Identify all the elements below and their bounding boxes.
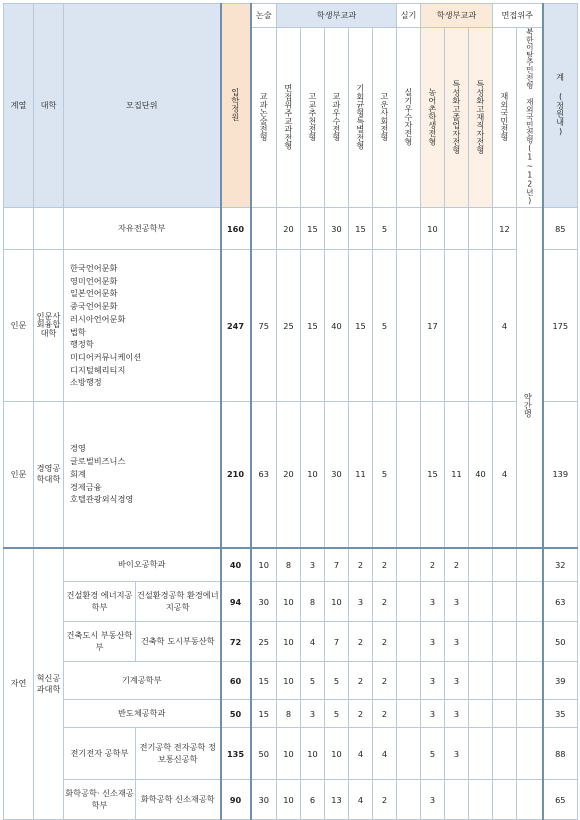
cell-unit-right: 건축학 도시부동산학 xyxy=(136,622,221,662)
cell-nonsul: 30 xyxy=(251,582,277,622)
cell-total: 85 xyxy=(543,208,578,250)
unit-item: 회계 xyxy=(70,468,86,479)
cell-cap: 135 xyxy=(221,728,251,780)
cell-bukhan-value xyxy=(517,662,543,700)
table-row xyxy=(4,780,578,820)
cell-total: 175 xyxy=(543,250,578,402)
table-row xyxy=(4,728,578,780)
table-row xyxy=(4,250,578,402)
cell-bukhan-value xyxy=(517,582,543,622)
cell-cap: 247 xyxy=(221,250,251,402)
cell-gyous: 10 xyxy=(325,582,349,622)
unit-item: 법학 xyxy=(70,326,86,337)
cell-teuk2 xyxy=(469,622,493,662)
header-col-jaeoe: 재외국민전형 xyxy=(493,28,517,208)
unit-item: 행정학 xyxy=(70,339,94,350)
header-col-nonsul: 교과논술전형 xyxy=(251,28,277,208)
cell-gyoch: 10 xyxy=(301,402,325,548)
unit-item: 경영 xyxy=(70,443,86,454)
cell-gyoch: 3 xyxy=(301,700,325,728)
admission-table xyxy=(3,3,578,820)
cell-goun: 5 xyxy=(373,208,397,250)
header-daehak: 대학 xyxy=(34,4,64,208)
cell-total: 39 xyxy=(543,662,578,700)
cell-myeon: 10 xyxy=(277,728,301,780)
header-col-teuk2: 특성화고재직자전형 xyxy=(469,28,493,208)
cell-total: 139 xyxy=(543,402,578,548)
header-group-myeonjeop: 면접위주 xyxy=(493,4,543,28)
cell-teuk2: 40 xyxy=(469,402,493,548)
cell-unit: 기계공학부 xyxy=(64,662,221,700)
cell-nongeo: 3 xyxy=(421,700,445,728)
cell-nongeo: 17 xyxy=(421,250,445,402)
cell-gihoe: 15 xyxy=(349,250,373,402)
cell-nongeo: 5 xyxy=(421,728,445,780)
cell-daehak: 인문사회융합대학 xyxy=(34,250,64,402)
cell-nongeo: 3 xyxy=(421,780,445,820)
cell-total: 63 xyxy=(543,582,578,622)
cell-gyeyeol xyxy=(4,208,34,250)
cell-silgi xyxy=(397,582,421,622)
cell-jaeoe xyxy=(493,582,517,622)
cell-gyeyeol: 자연 xyxy=(4,548,34,820)
unit-item: 한국언어문화 xyxy=(70,262,118,273)
cell-nonsul: 15 xyxy=(251,662,277,700)
cell-teuk1 xyxy=(445,208,469,250)
table-row xyxy=(4,208,578,250)
cell-unit-right: 화학공학 신소재공학 xyxy=(136,780,221,820)
header-group-haksaeng2: 학생부교과 xyxy=(421,4,493,28)
header-col-nongeo: 농어촌학생전형 xyxy=(421,28,445,208)
header-gyeyeol: 계열 xyxy=(4,4,34,208)
cell-teuk2 xyxy=(469,548,493,582)
cell-gihoe: 2 xyxy=(349,622,373,662)
cell-teuk1: 3 xyxy=(445,662,469,700)
header-group-haksaeng1: 학생부교과 xyxy=(277,4,397,28)
cell-teuk1 xyxy=(445,780,469,820)
cell-cap: 160 xyxy=(221,208,251,250)
cell-teuk2 xyxy=(469,208,493,250)
cell-unit-right: 전기공학 전자공학 정보통신공학 xyxy=(136,728,221,780)
cell-goun: 2 xyxy=(373,780,397,820)
cell-gyoch: 6 xyxy=(301,780,325,820)
header-moji: 모집단위 xyxy=(64,4,221,208)
cell-jaeoe: 4 xyxy=(493,250,517,402)
cell-jaeoe: 4 xyxy=(493,402,517,548)
cell-teuk2 xyxy=(469,662,493,700)
cell-cap: 50 xyxy=(221,700,251,728)
cell-jaeoe xyxy=(493,780,517,820)
cell-silgi xyxy=(397,662,421,700)
cell-gyeyeol: 인문 xyxy=(4,402,34,548)
cell-myeon: 20 xyxy=(277,402,301,548)
cell-gihoe: 4 xyxy=(349,780,373,820)
cell-gyeyeol: 인문 xyxy=(4,250,34,402)
admission-table-wrapper xyxy=(3,3,577,820)
cell-bukhan xyxy=(517,208,543,548)
unit-item: 영미언어문화 xyxy=(70,275,118,286)
cell-silgi xyxy=(397,250,421,402)
cell-unit-list xyxy=(64,250,221,402)
cell-gyous: 30 xyxy=(325,402,349,548)
cell-cap: 40 xyxy=(221,548,251,582)
cell-bukhan-value xyxy=(517,780,543,820)
cell-silgi xyxy=(397,700,421,728)
cell-gyous: 5 xyxy=(325,700,349,728)
cell-cap: 72 xyxy=(221,622,251,662)
cell-nongeo: 10 xyxy=(421,208,445,250)
cell-silgi xyxy=(397,548,421,582)
cell-total: 50 xyxy=(543,622,578,662)
header-col-goun: 고운사회전형 xyxy=(373,28,397,208)
header-col-myeonjeop: 면접위주교과전형 xyxy=(277,28,301,208)
cell-teuk2 xyxy=(469,728,493,780)
cell-gyoch: 15 xyxy=(301,208,325,250)
cell-nonsul: 10 xyxy=(251,548,277,582)
cell-myeon: 10 xyxy=(277,662,301,700)
cell-silgi xyxy=(397,402,421,548)
header-col-bukhan: 북한이탈주민전형 재외국민전형(1~12년) xyxy=(517,28,543,208)
cell-silgi xyxy=(397,780,421,820)
cell-total: 65 xyxy=(543,780,578,820)
cell-teuk2 xyxy=(469,250,493,402)
cell-myeon: 20 xyxy=(277,208,301,250)
cell-gyous: 7 xyxy=(325,622,349,662)
cell-gyous: 5 xyxy=(325,662,349,700)
cell-nonsul xyxy=(251,208,277,250)
cell-gyous: 40 xyxy=(325,250,349,402)
cell-daehak: 경영공학대학 xyxy=(34,402,64,548)
cell-total: 35 xyxy=(543,700,578,728)
cell-unit-list xyxy=(64,402,221,548)
cell-silgi xyxy=(397,728,421,780)
cell-silgi xyxy=(397,208,421,250)
header-ipak: 입학정원 xyxy=(221,4,251,208)
cell-nonsul: 75 xyxy=(251,250,277,402)
unit-item: 호텔관광외식경영 xyxy=(70,494,134,505)
cell-myeon: 10 xyxy=(277,780,301,820)
cell-teuk1: 3 xyxy=(445,728,469,780)
cell-teuk1: 2 xyxy=(445,548,469,582)
cell-nongeo: 3 xyxy=(421,582,445,622)
table-row xyxy=(4,402,578,548)
cell-gihoe: 2 xyxy=(349,662,373,700)
cell-gyous: 13 xyxy=(325,780,349,820)
cell-cap: 90 xyxy=(221,780,251,820)
cell-myeon: 10 xyxy=(277,622,301,662)
cell-cap: 60 xyxy=(221,662,251,700)
cell-myeon: 25 xyxy=(277,250,301,402)
cell-gyous: 10 xyxy=(325,728,349,780)
unit-item: 미디어커뮤니케이션 xyxy=(70,351,142,362)
cell-unit: 자유전공학부 xyxy=(64,208,221,250)
cell-nonsul: 30 xyxy=(251,780,277,820)
table-row xyxy=(4,662,578,700)
cell-unit: 반도체공학과 xyxy=(64,700,221,728)
cell-total: 32 xyxy=(543,548,578,582)
unit-item: 중국언어문화 xyxy=(70,301,118,312)
cell-teuk2 xyxy=(469,700,493,728)
cell-goun: 4 xyxy=(373,728,397,780)
cell-bukhan-value xyxy=(517,548,543,582)
cell-gyoch: 15 xyxy=(301,250,325,402)
cell-gyous: 7 xyxy=(325,548,349,582)
cell-goun: 5 xyxy=(373,250,397,402)
cell-bukhan-value xyxy=(517,700,543,728)
cell-daehak: 혁신공과대학 xyxy=(34,548,64,820)
header-total: 계 (정원내) xyxy=(543,4,578,208)
cell-gihoe: 11 xyxy=(349,402,373,548)
cell-goun: 2 xyxy=(373,548,397,582)
table-row xyxy=(4,582,578,622)
table-row xyxy=(4,622,578,662)
table-row xyxy=(4,700,578,728)
cell-nongeo: 3 xyxy=(421,622,445,662)
cell-nonsul: 63 xyxy=(251,402,277,548)
cell-teuk2 xyxy=(469,780,493,820)
header-col-gyous: 교과우수전형 xyxy=(325,28,349,208)
cell-nongeo: 3 xyxy=(421,662,445,700)
cell-myeon: 10 xyxy=(277,582,301,622)
cell-gyoch: 5 xyxy=(301,662,325,700)
cell-gihoe: 3 xyxy=(349,582,373,622)
cell-unit-left: 건설환경 에너지공학부 xyxy=(64,582,136,622)
cell-gyoch: 4 xyxy=(301,622,325,662)
cell-cap: 210 xyxy=(221,402,251,548)
cell-teuk1: 11 xyxy=(445,402,469,548)
cell-total: 88 xyxy=(543,728,578,780)
header-group-nonsul: 논술 xyxy=(251,4,277,28)
cell-silgi xyxy=(397,622,421,662)
unit-item: 소방행정 xyxy=(70,377,102,388)
cell-goun: 2 xyxy=(373,700,397,728)
unit-item: 경제금융 xyxy=(70,481,102,492)
cell-gihoe: 4 xyxy=(349,728,373,780)
unit-item: 러시아언어문화 xyxy=(70,313,126,324)
cell-bukhan-value xyxy=(517,622,543,662)
cell-nongeo: 2 xyxy=(421,548,445,582)
cell-goun: 2 xyxy=(373,622,397,662)
cell-myeon: 8 xyxy=(277,700,301,728)
unit-item: 일본언어문화 xyxy=(70,288,118,299)
cell-nonsul: 15 xyxy=(251,700,277,728)
cell-gihoe: 2 xyxy=(349,548,373,582)
header-col-gihoe: 기회균형특별전형 xyxy=(349,28,373,208)
cell-unit-left: 화학공학· 신소재공학부 xyxy=(64,780,136,820)
cell-gihoe: 15 xyxy=(349,208,373,250)
cell-teuk2 xyxy=(469,582,493,622)
cell-teuk1 xyxy=(445,250,469,402)
cell-teuk1: 3 xyxy=(445,622,469,662)
cell-gihoe: 2 xyxy=(349,700,373,728)
cell-gyous: 30 xyxy=(325,208,349,250)
header-group-silgi: 실기 xyxy=(397,4,421,28)
header-col-teuk1: 특성화고졸업자전형 xyxy=(445,28,469,208)
cell-unit-right: 건설환경공학 환경에너지공학 xyxy=(136,582,221,622)
cell-jaeoe xyxy=(493,700,517,728)
cell-nongeo: 15 xyxy=(421,402,445,548)
cell-jaeoe xyxy=(493,728,517,780)
cell-jaeoe xyxy=(493,662,517,700)
unit-item: 디지털헤리티지 xyxy=(70,364,126,375)
cell-myeon: 8 xyxy=(277,548,301,582)
cell-nonsul: 50 xyxy=(251,728,277,780)
cell-gyoch: 10 xyxy=(301,728,325,780)
cell-goun: 2 xyxy=(373,662,397,700)
cell-goun: 2 xyxy=(373,582,397,622)
cell-unit: 바이오공학과 xyxy=(64,548,221,582)
cell-cap: 94 xyxy=(221,582,251,622)
cell-jaeoe xyxy=(493,622,517,662)
cell-gyoch: 3 xyxy=(301,548,325,582)
cell-gyoch: 8 xyxy=(301,582,325,622)
cell-goun: 5 xyxy=(373,402,397,548)
header-col-gyoch: 고교추천전형 xyxy=(301,28,325,208)
cell-teuk1: 3 xyxy=(445,700,469,728)
unit-item: 글로벌비즈니스 xyxy=(70,456,126,467)
cell-nonsul: 25 xyxy=(251,622,277,662)
cell-unit-left: 전기전자 공학부 xyxy=(64,728,136,780)
cell-bukhan-value xyxy=(517,728,543,780)
cell-jaeoe: 12 xyxy=(493,208,517,250)
cell-jaeoe xyxy=(493,548,517,582)
bukhan-note: 약간명 xyxy=(523,393,534,418)
cell-daehak xyxy=(34,208,64,250)
cell-teuk1: 3 xyxy=(445,582,469,622)
table-row xyxy=(4,548,578,582)
cell-unit-left: 건축도시 부동산학부 xyxy=(64,622,136,662)
header-col-silgi: 실기우수자전형 xyxy=(397,28,421,208)
